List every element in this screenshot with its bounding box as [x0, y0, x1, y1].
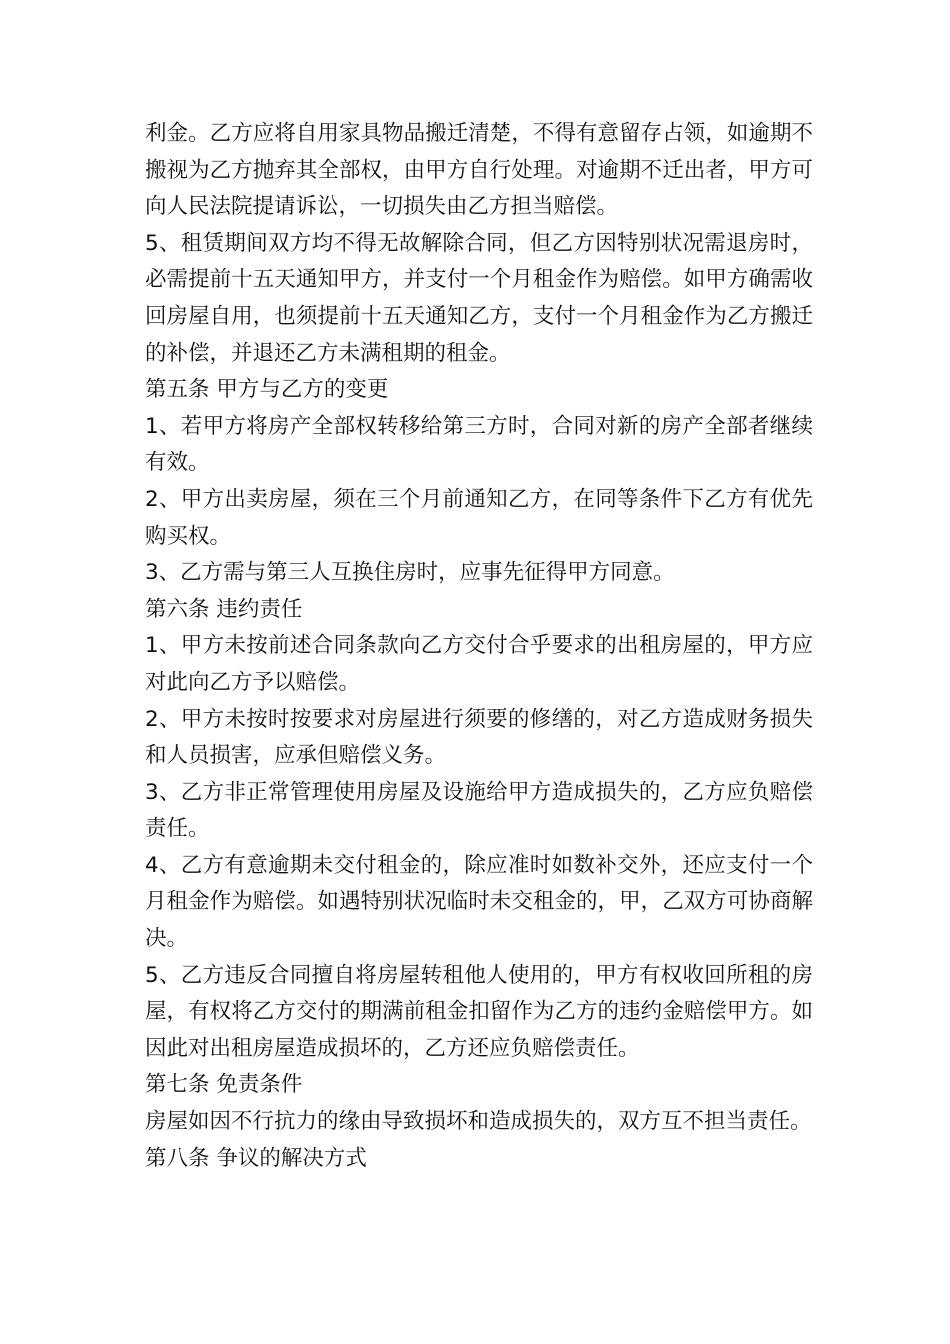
document-body — [145, 116, 813, 1177]
paragraph-article-5-item-1: 1、若甲方将房产全部权转移给第三方时，合同对新的房产全部者继续有效。 — [145, 413, 813, 476]
paragraph-article-5-item-2: 2、甲方出卖房屋，须在三个月前通知乙方，在同等条件下乙方有优先购买权。 — [145, 486, 813, 549]
paragraph-article-6-item-2: 2、甲方未按时按要求对房屋进行须要的修缮的，对乙方造成财务损失和人员损害，应承但赔偿义务。 — [145, 706, 813, 769]
heading-article-5: 第五条 甲方与乙方的变更 — [145, 377, 389, 403]
paragraph-article-6-item-3: 3、乙方非正常管理使用房屋及设施给甲方造成损失的，乙方应负赔偿责任。 — [145, 779, 813, 842]
heading-article-6: 第六条 违约责任 — [145, 596, 303, 622]
paragraph-clause-4-continuation: 利金。乙方应将自用家具物品搬迁清楚，不得有意留存占领，如逾期不搬视为乙方抛弃其全部权，由甲方自行处理。对逾期不迁出者，甲方可向人民法院提请诉讼，一切损失由乙方担当赔偿。 — [145, 121, 813, 220]
paragraph-article-6-item-4: 4、乙方有意逾期未交付租金的，除应准时如数补交外，还应支付一个月租金作为赔偿。如遇特别状况临时未交租金的，甲，乙双方可协商解决。 — [145, 852, 813, 952]
paragraph-article-6-item-5: 5、乙方违反合同擅自将房屋转租他人使用的，甲方有权收回所租的房屋，有权将乙方交付的期满前租金扣留作为乙方的违约金赔偿甲方。如因此对出租房屋造成损坏的，乙方还应负赔偿责任。 — [145, 962, 813, 1061]
heading-article-7: 第七条 免责条件 — [145, 1072, 303, 1098]
paragraph-clause-4-item-5: 5、租赁期间双方均不得无故解除合同，但乙方因特别状况需退房时，必需提前十五天通知甲方，并支付一个月租金作为赔偿。如甲方确需收回房屋自用，也须提前十五天通知乙方，支付一个月租金作为乙方搬迁的补偿，并退还乙方未满租期的租金。 — [145, 230, 813, 366]
paragraph-article-5-item-3: 3、乙方需与第三人互换住房时，应事先征得甲方同意。 — [145, 560, 675, 586]
paragraph-article-7-body: 房屋如因不行抗力的缘由导致损坏和造成损失的，双方互不担当责任。 — [145, 1109, 812, 1135]
paragraph-article-6-item-1: 1、甲方未按前述合同条款向乙方交付合乎要求的出租房屋的，甲方应对此向乙方予以赔偿。 — [145, 633, 813, 695]
heading-article-8: 第八条 争议的解决方式 — [145, 1145, 367, 1171]
